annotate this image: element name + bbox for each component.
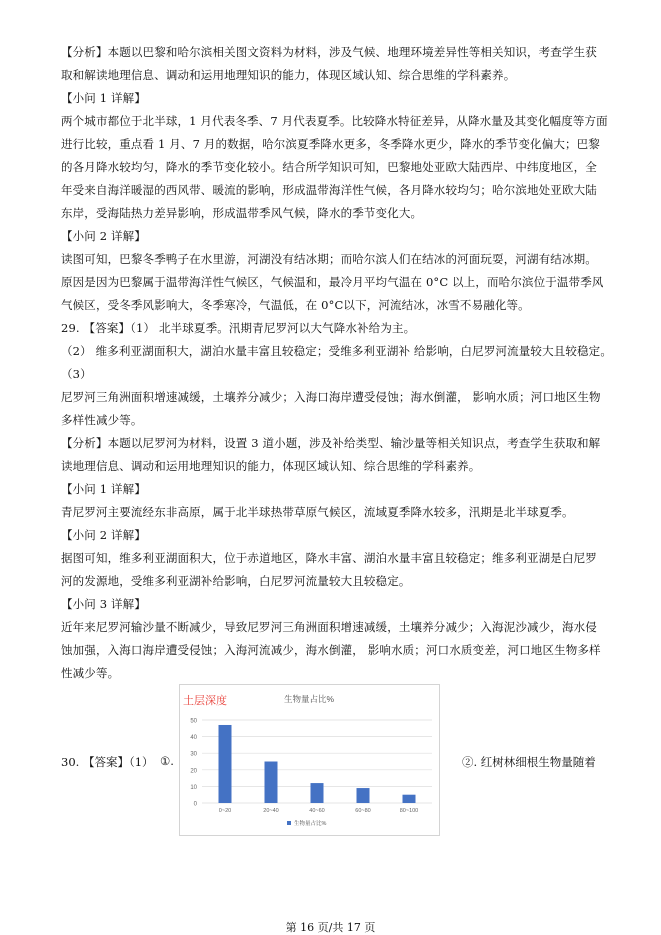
bar-60~80 bbox=[357, 788, 370, 803]
y-tick-label: 10 bbox=[190, 784, 197, 791]
text-line: 青尼罗河主要流经东非高原，属于北半球热带草原气候区，流域夏季降水较多，汛期是北半球夏季。 bbox=[61, 505, 574, 519]
text-line: 的各月降水较均匀，降水的季节变化较小。结合所学知识可知，巴黎地处亚欧大陆西岸、中纬度地区，全 bbox=[61, 160, 597, 174]
x-tick-label: 80~100 bbox=[399, 808, 419, 814]
bar-0~20 bbox=[219, 725, 232, 803]
text-line: 【小问 2 详解】 bbox=[61, 229, 146, 243]
legend-swatch bbox=[287, 821, 291, 825]
chart-title: 生物量占比% bbox=[283, 694, 335, 704]
text-line: 进行比较，重点看 1 月、7 月的数据，哈尔滨夏季降水更多，冬季降水更少，降水的季节变化偏大；巴黎 bbox=[61, 137, 600, 151]
x-tick-label: 40~60 bbox=[309, 808, 325, 814]
x-tick-label: 0~20 bbox=[218, 808, 232, 814]
text-line: 【小问 2 详解】 bbox=[61, 528, 146, 542]
x-tick-label: 20~40 bbox=[263, 808, 279, 814]
text-line: 蚀加强，入海口海岸遭受侵蚀；入海河流减少，海水倒灌， 影响水质；河口水质变差，河口地区生物多样 bbox=[61, 643, 601, 657]
page-footer: 第 16 页/共 17 页 bbox=[285, 921, 376, 934]
text-line: 多样性减少等。 bbox=[61, 413, 143, 427]
answer-mark-1: ①. bbox=[160, 754, 174, 768]
text-line: 据图可知，维多利亚湖面积大，位于赤道地区，降水丰富、湖泊水量丰富且较稳定；维多利亚湖是白尼罗 bbox=[61, 551, 597, 565]
y-tick-label: 20 bbox=[190, 768, 197, 775]
biomass-bar-chart bbox=[180, 685, 439, 835]
text-line: （2） 维多利亚湖面积大，湖泊水量丰富且较稳定；受维多利亚湖补 给影响，白尼罗河流量较大且较稳定。 bbox=[61, 344, 612, 358]
text-line: 两个城市都位于北半球，1 月代表冬季、7 月代表夏季。比较降水特征差异，从降水量及其变化幅度等方面 bbox=[61, 114, 608, 128]
y-tick-label: 50 bbox=[190, 718, 197, 725]
text-line: 年受来自海洋暖湿的西风带、暖流的影响，形成温带海洋性气候，各月降水较均匀；哈尔滨地处亚欧大陆 bbox=[61, 183, 597, 197]
chart-corner-label: 土层深度 bbox=[183, 695, 227, 707]
question-30-label: 30. 【答案】（1） bbox=[61, 755, 154, 769]
text-line: 【分析】本题以尼罗河为材料，设置 3 道小题，涉及补给类型、输沙量等相关知识点，考查学生获取和解 bbox=[61, 436, 601, 450]
text-line: 气候区，受冬季风影响大，冬季寒冷，气温低，在 0°C以下，河流结冰，冰雪不易融化等。 bbox=[61, 298, 530, 312]
bar-80~100 bbox=[403, 795, 416, 803]
y-tick-label: 0 bbox=[193, 801, 197, 808]
text-line: 性减少等。 bbox=[61, 666, 120, 680]
text-line: 尼罗河三角洲面积增速减缓，土壤养分减少；入海口海岸遭受侵蚀；海水倒灌， 影响水质；河口地区生物 bbox=[61, 390, 601, 404]
x-tick-label: 60~80 bbox=[355, 808, 371, 814]
text-line: 原因是因为巴黎属于温带海洋性气候区，气候温和，最冷月平均气温在 0°C 以上，而哈尔滨位于温带季风 bbox=[61, 275, 604, 289]
text-line: 读地理信息、调动和运用地理知识的能力，体现区域认知、综合思维的学科素养。 bbox=[61, 459, 481, 473]
text-line: 【分析】本题以巴黎和哈尔滨相关图文资料为材料，涉及气候、地理环境差异性等相关知识，考查学生获 bbox=[61, 45, 597, 59]
y-tick-label: 30 bbox=[190, 751, 197, 758]
text-line: 河的发源地，受维多利亚湖补给影响，白尼罗河流量较大且较稳定。 bbox=[61, 574, 411, 588]
text-line: 近年来尼罗河输沙量不断减少，导致尼罗河三角洲面积增速减缓，土壤养分减少；入海泥沙减少，海水侵 bbox=[61, 620, 597, 634]
bar-20~40 bbox=[265, 762, 278, 804]
y-tick-label: 40 bbox=[190, 735, 197, 742]
text-line: 29. 【答案】（1） 北半球夏季。汛期青尼罗河以大气降水补给为主。 bbox=[61, 321, 416, 335]
text-line: 【小问 3 详解】 bbox=[61, 597, 146, 611]
text-line: 【小问 1 详解】 bbox=[61, 91, 146, 105]
text-line: 取和解读地理信息、调动和运用地理知识的能力，体现区域认知、综合思维的学科素养。 bbox=[61, 68, 516, 82]
biomass-chart bbox=[179, 684, 440, 836]
text-line: 【小问 1 详解】 bbox=[61, 482, 146, 496]
text-line: （3） bbox=[61, 367, 92, 381]
legend-label: 生物量占比% bbox=[294, 821, 327, 827]
text-line: 东岸，受海陆热力差异影响，形成温带季风气候，降水的季节变化大。 bbox=[61, 206, 423, 220]
text-line: 读图可知，巴黎冬季鸭子在水里游，河湖没有结冰期；而哈尔滨人们在结冰的河面玩耍，河湖有结冰期。 bbox=[61, 252, 597, 266]
answer-mark-2: ②. 红树林细根生物量随着 bbox=[462, 755, 596, 769]
bar-40~60 bbox=[311, 783, 324, 803]
